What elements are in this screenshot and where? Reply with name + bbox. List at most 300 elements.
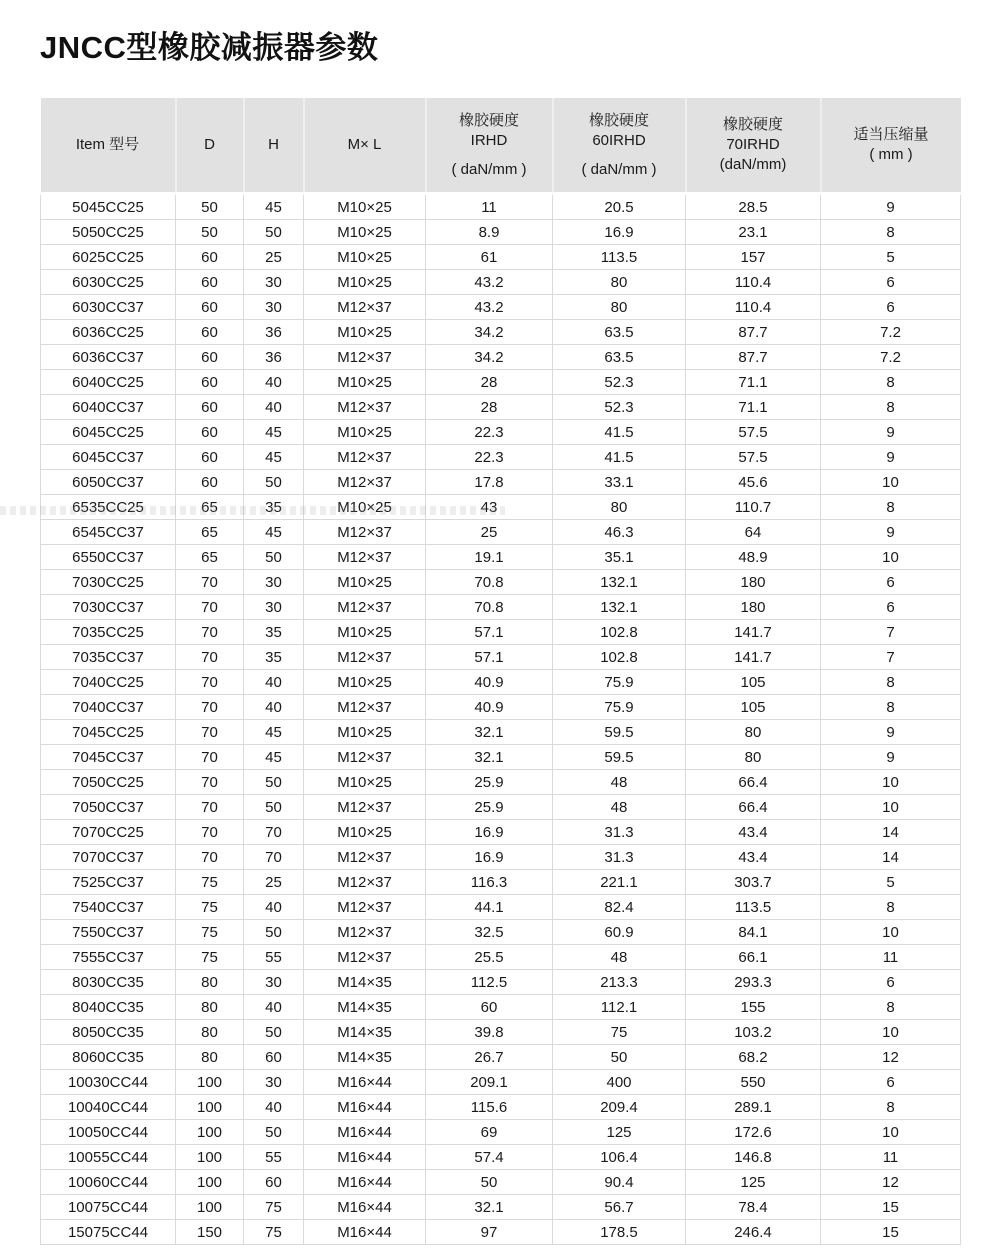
cell: 34.2	[426, 320, 553, 345]
cell: 7050CC25	[41, 770, 176, 795]
cell: M10×25	[304, 320, 426, 345]
cell: 30	[244, 570, 304, 595]
cell: 16.9	[426, 845, 553, 870]
cell: 39.8	[426, 1020, 553, 1045]
cell: 7030CC25	[41, 570, 176, 595]
cell: 180	[686, 595, 821, 620]
cell: 50	[244, 220, 304, 245]
cell: 48	[553, 795, 686, 820]
cell: 7040CC25	[41, 670, 176, 695]
cell: 10060CC44	[41, 1170, 176, 1195]
cell: 25	[244, 870, 304, 895]
cell: 57.1	[426, 620, 553, 645]
cell: M10×25	[304, 245, 426, 270]
cell: 26.7	[426, 1045, 553, 1070]
column-header-line: 适当压缩量	[853, 126, 929, 143]
table-row	[41, 745, 961, 770]
cell: 30	[244, 295, 304, 320]
cell: 10055CC44	[41, 1145, 176, 1170]
cell: 60	[176, 245, 244, 270]
cell: 30	[244, 970, 304, 995]
cell: 6535CC25	[41, 495, 176, 520]
cell: 8	[821, 670, 961, 695]
cell: 105	[686, 670, 821, 695]
cell: 146.8	[686, 1145, 821, 1170]
table-row	[41, 820, 961, 845]
table-row	[41, 845, 961, 870]
cell: M12×37	[304, 645, 426, 670]
cell: 6	[821, 570, 961, 595]
cell: 40	[244, 695, 304, 720]
cell: 22.3	[426, 445, 553, 470]
cell: 10	[821, 545, 961, 570]
cell: 32.5	[426, 920, 553, 945]
cell: 7	[821, 645, 961, 670]
cell: 34.2	[426, 345, 553, 370]
cell: 45	[244, 420, 304, 445]
cell: 155	[686, 995, 821, 1020]
cell: 172.6	[686, 1120, 821, 1145]
header-row	[41, 98, 961, 194]
column-header-line: Item 型号	[75, 136, 140, 153]
cell: 7555CC37	[41, 945, 176, 970]
cell: 44.1	[426, 895, 553, 920]
column-header-item	[41, 98, 176, 194]
cell: 6	[821, 595, 961, 620]
cell: 55	[244, 945, 304, 970]
cell: 7030CC37	[41, 595, 176, 620]
cell: 293.3	[686, 970, 821, 995]
cell: 66.4	[686, 795, 821, 820]
column-header-h	[244, 98, 304, 194]
cell: 60	[176, 370, 244, 395]
table-row	[41, 670, 961, 695]
table-row	[41, 995, 961, 1020]
cell: M10×25	[304, 194, 426, 220]
column-header-d	[176, 98, 244, 194]
cell: 70.8	[426, 570, 553, 595]
cell: 15	[821, 1195, 961, 1220]
cell: 16.9	[553, 220, 686, 245]
cell: 6036CC37	[41, 345, 176, 370]
cell: 9	[821, 720, 961, 745]
cell: 70	[244, 845, 304, 870]
cell: 71.1	[686, 370, 821, 395]
column-header-hardness-70irhd	[686, 98, 821, 194]
cell: 6	[821, 970, 961, 995]
cell: 75	[176, 895, 244, 920]
cell: 178.5	[553, 1220, 686, 1245]
column-header-line: 橡胶硬度	[458, 111, 519, 129]
cell: 25.9	[426, 795, 553, 820]
table-row	[41, 770, 961, 795]
cell: 110.4	[686, 295, 821, 320]
cell: 50	[244, 545, 304, 570]
cell: 19.1	[426, 545, 553, 570]
cell: 61	[426, 245, 553, 270]
cell: 87.7	[686, 345, 821, 370]
cell: 40	[244, 1095, 304, 1120]
cell: 63.5	[553, 345, 686, 370]
column-header-line: (daN/mm)	[719, 156, 787, 173]
cell: 14	[821, 820, 961, 845]
table-row	[41, 620, 961, 645]
cell: 8	[821, 895, 961, 920]
cell: 45	[244, 445, 304, 470]
cell: 6025CC25	[41, 245, 176, 270]
cell: 80	[176, 970, 244, 995]
cell: M10×25	[304, 770, 426, 795]
cell: M12×37	[304, 895, 426, 920]
cell: M16×44	[304, 1220, 426, 1245]
cell: 25.5	[426, 945, 553, 970]
cell: 16.9	[426, 820, 553, 845]
table-row	[41, 520, 961, 545]
cell: 100	[176, 1120, 244, 1145]
cell: 35	[244, 645, 304, 670]
cell: 6040CC37	[41, 395, 176, 420]
cell: 71.1	[686, 395, 821, 420]
cell: 11	[426, 194, 553, 220]
table-row	[41, 220, 961, 245]
cell: 32.1	[426, 1195, 553, 1220]
cell: 80	[176, 995, 244, 1020]
table-body	[41, 194, 961, 1245]
cell: 40	[244, 370, 304, 395]
cell: 78.4	[686, 1195, 821, 1220]
cell: 125	[686, 1170, 821, 1195]
cell: 35	[244, 620, 304, 645]
cell: 56.7	[553, 1195, 686, 1220]
table-row	[41, 720, 961, 745]
cell: M12×37	[304, 695, 426, 720]
table-row	[41, 495, 961, 520]
cell: 48	[553, 945, 686, 970]
cell: 70	[176, 595, 244, 620]
cell: 5045CC25	[41, 194, 176, 220]
cell: 33.1	[553, 470, 686, 495]
cell: M12×37	[304, 945, 426, 970]
cell: 41.5	[553, 420, 686, 445]
cell: 50	[553, 1045, 686, 1070]
cell: 10	[821, 1120, 961, 1145]
cell: 60	[176, 320, 244, 345]
cell: 48	[553, 770, 686, 795]
table-row	[41, 645, 961, 670]
cell: 60	[176, 445, 244, 470]
cell: 7035CC37	[41, 645, 176, 670]
cell: 43	[426, 495, 553, 520]
cell: 40.9	[426, 695, 553, 720]
cell: M10×25	[304, 370, 426, 395]
cell: 6030CC37	[41, 295, 176, 320]
cell: 115.6	[426, 1095, 553, 1120]
cell: M12×37	[304, 745, 426, 770]
cell: M14×35	[304, 970, 426, 995]
cell: M12×37	[304, 595, 426, 620]
cell: 7035CC25	[41, 620, 176, 645]
cell: 8	[821, 395, 961, 420]
cell: 60.9	[553, 920, 686, 945]
table-row	[41, 1120, 961, 1145]
cell: 7.2	[821, 345, 961, 370]
cell: 8030CC35	[41, 970, 176, 995]
column-header-line: ( daN/mm )	[581, 160, 657, 178]
cell: 70	[176, 670, 244, 695]
cell: 550	[686, 1070, 821, 1095]
cell: 65	[176, 520, 244, 545]
cell: 75.9	[553, 670, 686, 695]
cell: 70.8	[426, 595, 553, 620]
cell: 6045CC37	[41, 445, 176, 470]
cell: 289.1	[686, 1095, 821, 1120]
cell: 84.1	[686, 920, 821, 945]
cell: 60	[176, 345, 244, 370]
cell: M10×25	[304, 620, 426, 645]
column-header-line: H	[268, 136, 279, 153]
cell: 6045CC25	[41, 420, 176, 445]
cell: 221.1	[553, 870, 686, 895]
cell: 75	[176, 945, 244, 970]
cell: 10030CC44	[41, 1070, 176, 1095]
cell: M12×37	[304, 470, 426, 495]
cell: 213.3	[553, 970, 686, 995]
cell: 60	[176, 270, 244, 295]
cell: 75	[244, 1220, 304, 1245]
cell: 8	[821, 220, 961, 245]
cell: 50	[244, 920, 304, 945]
cell: 102.8	[553, 620, 686, 645]
cell: M14×35	[304, 995, 426, 1020]
cell: 50	[426, 1170, 553, 1195]
cell: 28.5	[686, 194, 821, 220]
cell: 8040CC35	[41, 995, 176, 1020]
cell: 9	[821, 445, 961, 470]
table-row	[41, 345, 961, 370]
cell: 6030CC25	[41, 270, 176, 295]
cell: 112.1	[553, 995, 686, 1020]
column-header-line: 60IRHD	[592, 131, 646, 149]
cell: 25	[426, 520, 553, 545]
cell: 60	[244, 1045, 304, 1070]
cell: M10×25	[304, 495, 426, 520]
cell: 116.3	[426, 870, 553, 895]
cell: M12×37	[304, 870, 426, 895]
cell: M16×44	[304, 1195, 426, 1220]
cell: 50	[244, 470, 304, 495]
cell: 28	[426, 370, 553, 395]
cell: 10	[821, 1020, 961, 1045]
cell: 70	[176, 745, 244, 770]
cell: 8.9	[426, 220, 553, 245]
column-header-line: M× L	[347, 136, 382, 153]
cell: M12×37	[304, 520, 426, 545]
cell: M10×25	[304, 420, 426, 445]
cell: 7.2	[821, 320, 961, 345]
cell: 31.3	[553, 820, 686, 845]
cell: 7525CC37	[41, 870, 176, 895]
cell: 65	[176, 495, 244, 520]
column-header-line: 橡胶硬度	[588, 111, 649, 129]
cell: 75	[176, 870, 244, 895]
table-row	[41, 1170, 961, 1195]
table-row	[41, 695, 961, 720]
cell: 12	[821, 1170, 961, 1195]
table-row	[41, 420, 961, 445]
cell: 10	[821, 795, 961, 820]
cell: 36	[244, 345, 304, 370]
table-row	[41, 920, 961, 945]
cell: 57.5	[686, 420, 821, 445]
table-row	[41, 1220, 961, 1245]
cell: 75.9	[553, 695, 686, 720]
cell: 70	[176, 695, 244, 720]
cell: 6545CC37	[41, 520, 176, 545]
cell: 45	[244, 520, 304, 545]
cell: 45.6	[686, 470, 821, 495]
cell: 400	[553, 1070, 686, 1095]
cell: 10	[821, 770, 961, 795]
cell: M14×35	[304, 1045, 426, 1070]
cell: 10075CC44	[41, 1195, 176, 1220]
cell: 50	[244, 1120, 304, 1145]
cell: M12×37	[304, 545, 426, 570]
cell: 32.1	[426, 745, 553, 770]
table-row	[41, 1095, 961, 1120]
cell: M16×44	[304, 1070, 426, 1095]
cell: 50	[176, 220, 244, 245]
table-row	[41, 895, 961, 920]
cell: 7040CC37	[41, 695, 176, 720]
table-row	[41, 1020, 961, 1045]
cell: 8	[821, 995, 961, 1020]
cell: 35	[244, 495, 304, 520]
cell: 9	[821, 520, 961, 545]
cell: 8	[821, 695, 961, 720]
cell: 45	[244, 194, 304, 220]
cell: 11	[821, 1145, 961, 1170]
cell: 7070CC37	[41, 845, 176, 870]
cell: M16×44	[304, 1095, 426, 1120]
cell: 52.3	[553, 395, 686, 420]
cell: 209.1	[426, 1070, 553, 1095]
cell: 82.4	[553, 895, 686, 920]
cell: 75	[553, 1020, 686, 1045]
cell: 60	[176, 395, 244, 420]
cell: 80	[176, 1045, 244, 1070]
cell: 246.4	[686, 1220, 821, 1245]
cell: 70	[176, 645, 244, 670]
cell: 7045CC25	[41, 720, 176, 745]
cell: 5050CC25	[41, 220, 176, 245]
cell: 6040CC25	[41, 370, 176, 395]
cell: 10	[821, 920, 961, 945]
cell: 32.1	[426, 720, 553, 745]
cell: 8	[821, 370, 961, 395]
cell: 59.5	[553, 720, 686, 745]
cell: 14	[821, 845, 961, 870]
cell: M16×44	[304, 1145, 426, 1170]
column-header-compression	[821, 98, 961, 194]
cell: M16×44	[304, 1120, 426, 1145]
cell: 80	[686, 745, 821, 770]
cell: 102.8	[553, 645, 686, 670]
cell: 106.4	[553, 1145, 686, 1170]
cell: 10040CC44	[41, 1095, 176, 1120]
cell: 41.5	[553, 445, 686, 470]
params-table	[40, 98, 961, 1245]
cell: 97	[426, 1220, 553, 1245]
cell: 9	[821, 420, 961, 445]
cell: 75	[176, 920, 244, 945]
cell: M10×25	[304, 820, 426, 845]
cell: 7540CC37	[41, 895, 176, 920]
cell: 10050CC44	[41, 1120, 176, 1145]
cell: 6050CC37	[41, 470, 176, 495]
cell: 30	[244, 595, 304, 620]
cell: 303.7	[686, 870, 821, 895]
cell: M10×25	[304, 570, 426, 595]
table-row	[41, 295, 961, 320]
table-row	[41, 270, 961, 295]
cell: 28	[426, 395, 553, 420]
cell: 35.1	[553, 545, 686, 570]
cell: 45	[244, 720, 304, 745]
cell: 25	[244, 245, 304, 270]
cell: 100	[176, 1145, 244, 1170]
cell: 10	[821, 470, 961, 495]
cell: 60	[176, 420, 244, 445]
cell: 60	[176, 295, 244, 320]
cell: 180	[686, 570, 821, 595]
cell: 6036CC25	[41, 320, 176, 345]
cell: 60	[426, 995, 553, 1020]
cell: 6	[821, 270, 961, 295]
cell: 70	[176, 795, 244, 820]
cell: 69	[426, 1120, 553, 1145]
cell: 7070CC25	[41, 820, 176, 845]
cell: 22.3	[426, 420, 553, 445]
cell: 7550CC37	[41, 920, 176, 945]
table-row	[41, 1195, 961, 1220]
cell: 40	[244, 395, 304, 420]
cell: 64	[686, 520, 821, 545]
table-row	[41, 470, 961, 495]
cell: 60	[176, 470, 244, 495]
cell: 43.2	[426, 295, 553, 320]
cell: 103.2	[686, 1020, 821, 1045]
cell: 100	[176, 1195, 244, 1220]
cell: 112.5	[426, 970, 553, 995]
cell: 8050CC35	[41, 1020, 176, 1045]
cell: M10×25	[304, 720, 426, 745]
cell: 100	[176, 1095, 244, 1120]
cell: 52.3	[553, 370, 686, 395]
cell: M10×25	[304, 670, 426, 695]
cell: 8	[821, 1095, 961, 1120]
table-row	[41, 570, 961, 595]
cell: 30	[244, 270, 304, 295]
cell: 70	[176, 620, 244, 645]
cell: 7045CC37	[41, 745, 176, 770]
cell: 48.9	[686, 545, 821, 570]
table-row	[41, 1070, 961, 1095]
cell: 66.1	[686, 945, 821, 970]
table-row	[41, 795, 961, 820]
column-header-line: 70IRHD	[726, 136, 780, 153]
cell: 50	[244, 770, 304, 795]
cell: 57.4	[426, 1145, 553, 1170]
